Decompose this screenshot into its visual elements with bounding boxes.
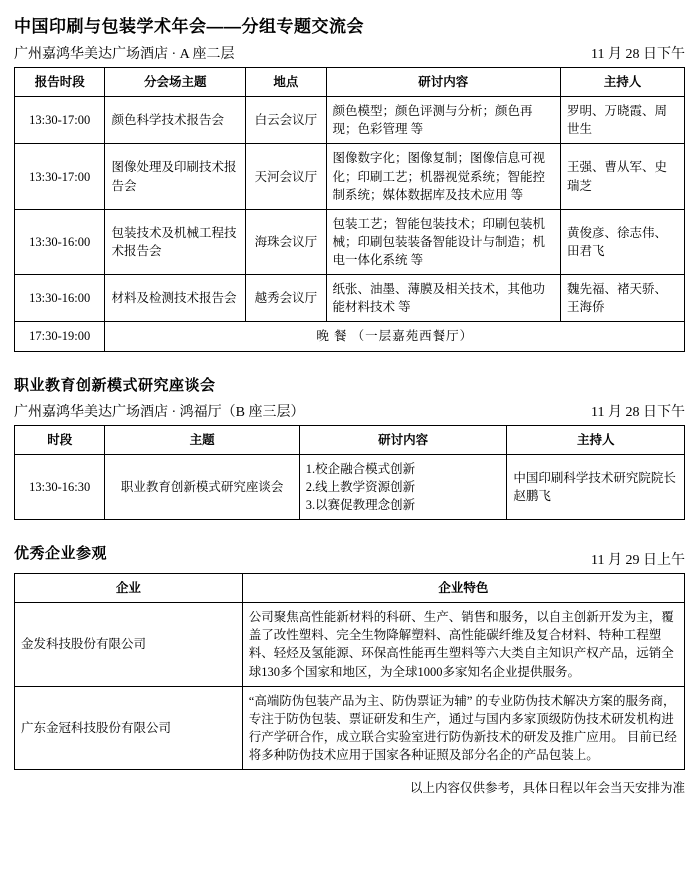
table-header-row: [15, 425, 685, 454]
cell-company: 广东金冠科技股份有限公司: [15, 686, 243, 770]
cell-time: 13:30-16:30: [15, 454, 105, 519]
cell-time: 13:30-16:00: [15, 209, 105, 274]
cell-time: 13:30-17:00: [15, 97, 105, 144]
list-item: 1.校企融合模式创新: [305, 461, 416, 476]
col-header-feature: 企业特色: [242, 574, 684, 603]
col-header-host: 主持人: [507, 425, 685, 454]
footnote: 以上内容仅供参考，具体日程以年会当天安排为准: [409, 781, 685, 796]
list-item: 3.以赛促教理念创新: [305, 497, 416, 512]
section1-venue: 广州嘉鸿华美达广场酒店 · A 座二层: [14, 47, 235, 62]
table-row: [15, 97, 685, 144]
section3-table: [14, 573, 685, 770]
cell-host: 黄俊彦、徐志伟、田君飞: [561, 209, 685, 274]
cell-place: 海珠会议厅: [246, 209, 326, 274]
col-header-company: 企业: [15, 574, 243, 603]
table-row: [15, 275, 685, 322]
cell-topic: 图像处理及印刷技术报告会: [105, 144, 246, 209]
section1-date: 11 月 28 日下午: [591, 47, 685, 62]
section2-venue: 广州嘉鸿华美达广场酒店 · 鸿福厅（B 座三层）: [14, 404, 305, 420]
section1-table: [14, 67, 685, 352]
section3-date: 11 月 29 日上午: [591, 553, 685, 568]
cell-host: 罗明、万晓霞、周世生: [561, 97, 685, 144]
content-list: [306, 460, 501, 514]
cell-content: 颜色模型；颜色评测与分析；颜色再现；色彩管理 等: [326, 97, 561, 144]
col-header-place: 地点: [246, 68, 326, 97]
table-row: [15, 454, 685, 519]
cell-place: 白云会议厅: [246, 97, 326, 144]
section-academic-annual-meeting: [14, 12, 685, 352]
col-header-time: 报告时段: [15, 68, 105, 97]
col-header-host: 主持人: [561, 68, 685, 97]
cell-dinner-text: 晚 餐 （一层嘉苑西餐厅）: [105, 322, 685, 351]
cell-content: 纸张、油墨、薄膜及相关技术，其他功能材料技术 等: [326, 275, 561, 322]
section-enterprise-visit: [14, 542, 685, 770]
cell-time: 13:30-16:00: [15, 275, 105, 322]
cell-dinner-time: 17:30-19:00: [15, 322, 105, 351]
section2-table: [14, 425, 685, 521]
col-header-content: 研讨内容: [326, 68, 561, 97]
cell-content-list: [299, 454, 507, 519]
cell-feature: “高端防伪包装产品为主、防伪票证为辅” 的专业防伪技术解决方案的服务商，专注于防伪包装、票证研发和生产，通过与国内多家顶级防伪技术研发机构进行产学研合作，成立联合实验室进行防伪新技术的研发及推广应用。 目前已经将多种防伪技术应用于国家各种证照及部分名企的产品包装上。: [242, 686, 684, 770]
cell-content: 图像数字化；图像复制；图像信息可视化；印刷工艺；机器视觉系统；智能控制系统；媒体数据库及技术应用 等: [326, 144, 561, 209]
table-row: [15, 209, 685, 274]
col-header-time: 时段: [15, 425, 105, 454]
cell-place: 越秀会议厅: [246, 275, 326, 322]
cell-feature: 公司聚焦高性能新材料的科研、生产、销售和服务，以自主创新开发为主，覆盖了改性塑料、完全生物降解塑料、高性能碳纤维及复合材料、特种工程塑料、轻烃及氢能源、环保高性能再生塑料等六大类自主知识产权产品，远销全球130多个国家和地区，为全球1000多家知名企业提供服务。: [242, 603, 684, 687]
section2-subhead: [14, 401, 685, 421]
cell-topic: 包装技术及机械工程技术报告会: [105, 209, 246, 274]
cell-content: 包装工艺；智能包装技术；印刷包装机械；印刷包装装备智能设计与制造；机电一体化系统 等: [326, 209, 561, 274]
list-item: 2.线上教学资源创新: [305, 479, 416, 494]
section3-title: 优秀企业参观: [14, 545, 108, 562]
section2-title: 职业教育创新模式研究座谈会: [14, 376, 216, 394]
table-header-row: [15, 68, 685, 97]
cell-host: 王强、曹从军、史瑞芝: [561, 144, 685, 209]
cell-topic: 材料及检测技术报告会: [105, 275, 246, 322]
cell-time: 13:30-17:00: [15, 144, 105, 209]
table-row: [15, 144, 685, 209]
section1-title: 中国印刷与包装学术年会——分组专题交流会: [14, 17, 364, 36]
cell-host: 中国印刷科学技术研究院院长 赵鹏飞: [507, 454, 685, 519]
cell-place: 天河会议厅: [246, 144, 326, 209]
col-header-topic: 主题: [105, 425, 299, 454]
cell-company: 金发科技股份有限公司: [15, 603, 243, 687]
col-header-content: 研讨内容: [299, 425, 507, 454]
cell-host: 魏先福、褚天骄、王海侨: [561, 275, 685, 322]
table-row: [15, 686, 685, 770]
cell-topic: 颜色科学技术报告会: [105, 97, 246, 144]
section-vocational-education-symposium: [14, 374, 685, 521]
table-row: [15, 603, 685, 687]
section2-date: 11 月 28 日下午: [591, 404, 685, 420]
section3-subhead: [14, 542, 685, 569]
table-header-row: [15, 574, 685, 603]
table-row-dinner: [15, 322, 685, 351]
section1-subhead: [14, 43, 685, 63]
col-header-topic: 分会场主题: [105, 68, 246, 97]
cell-topic: 职业教育创新模式研究座谈会: [105, 454, 299, 519]
